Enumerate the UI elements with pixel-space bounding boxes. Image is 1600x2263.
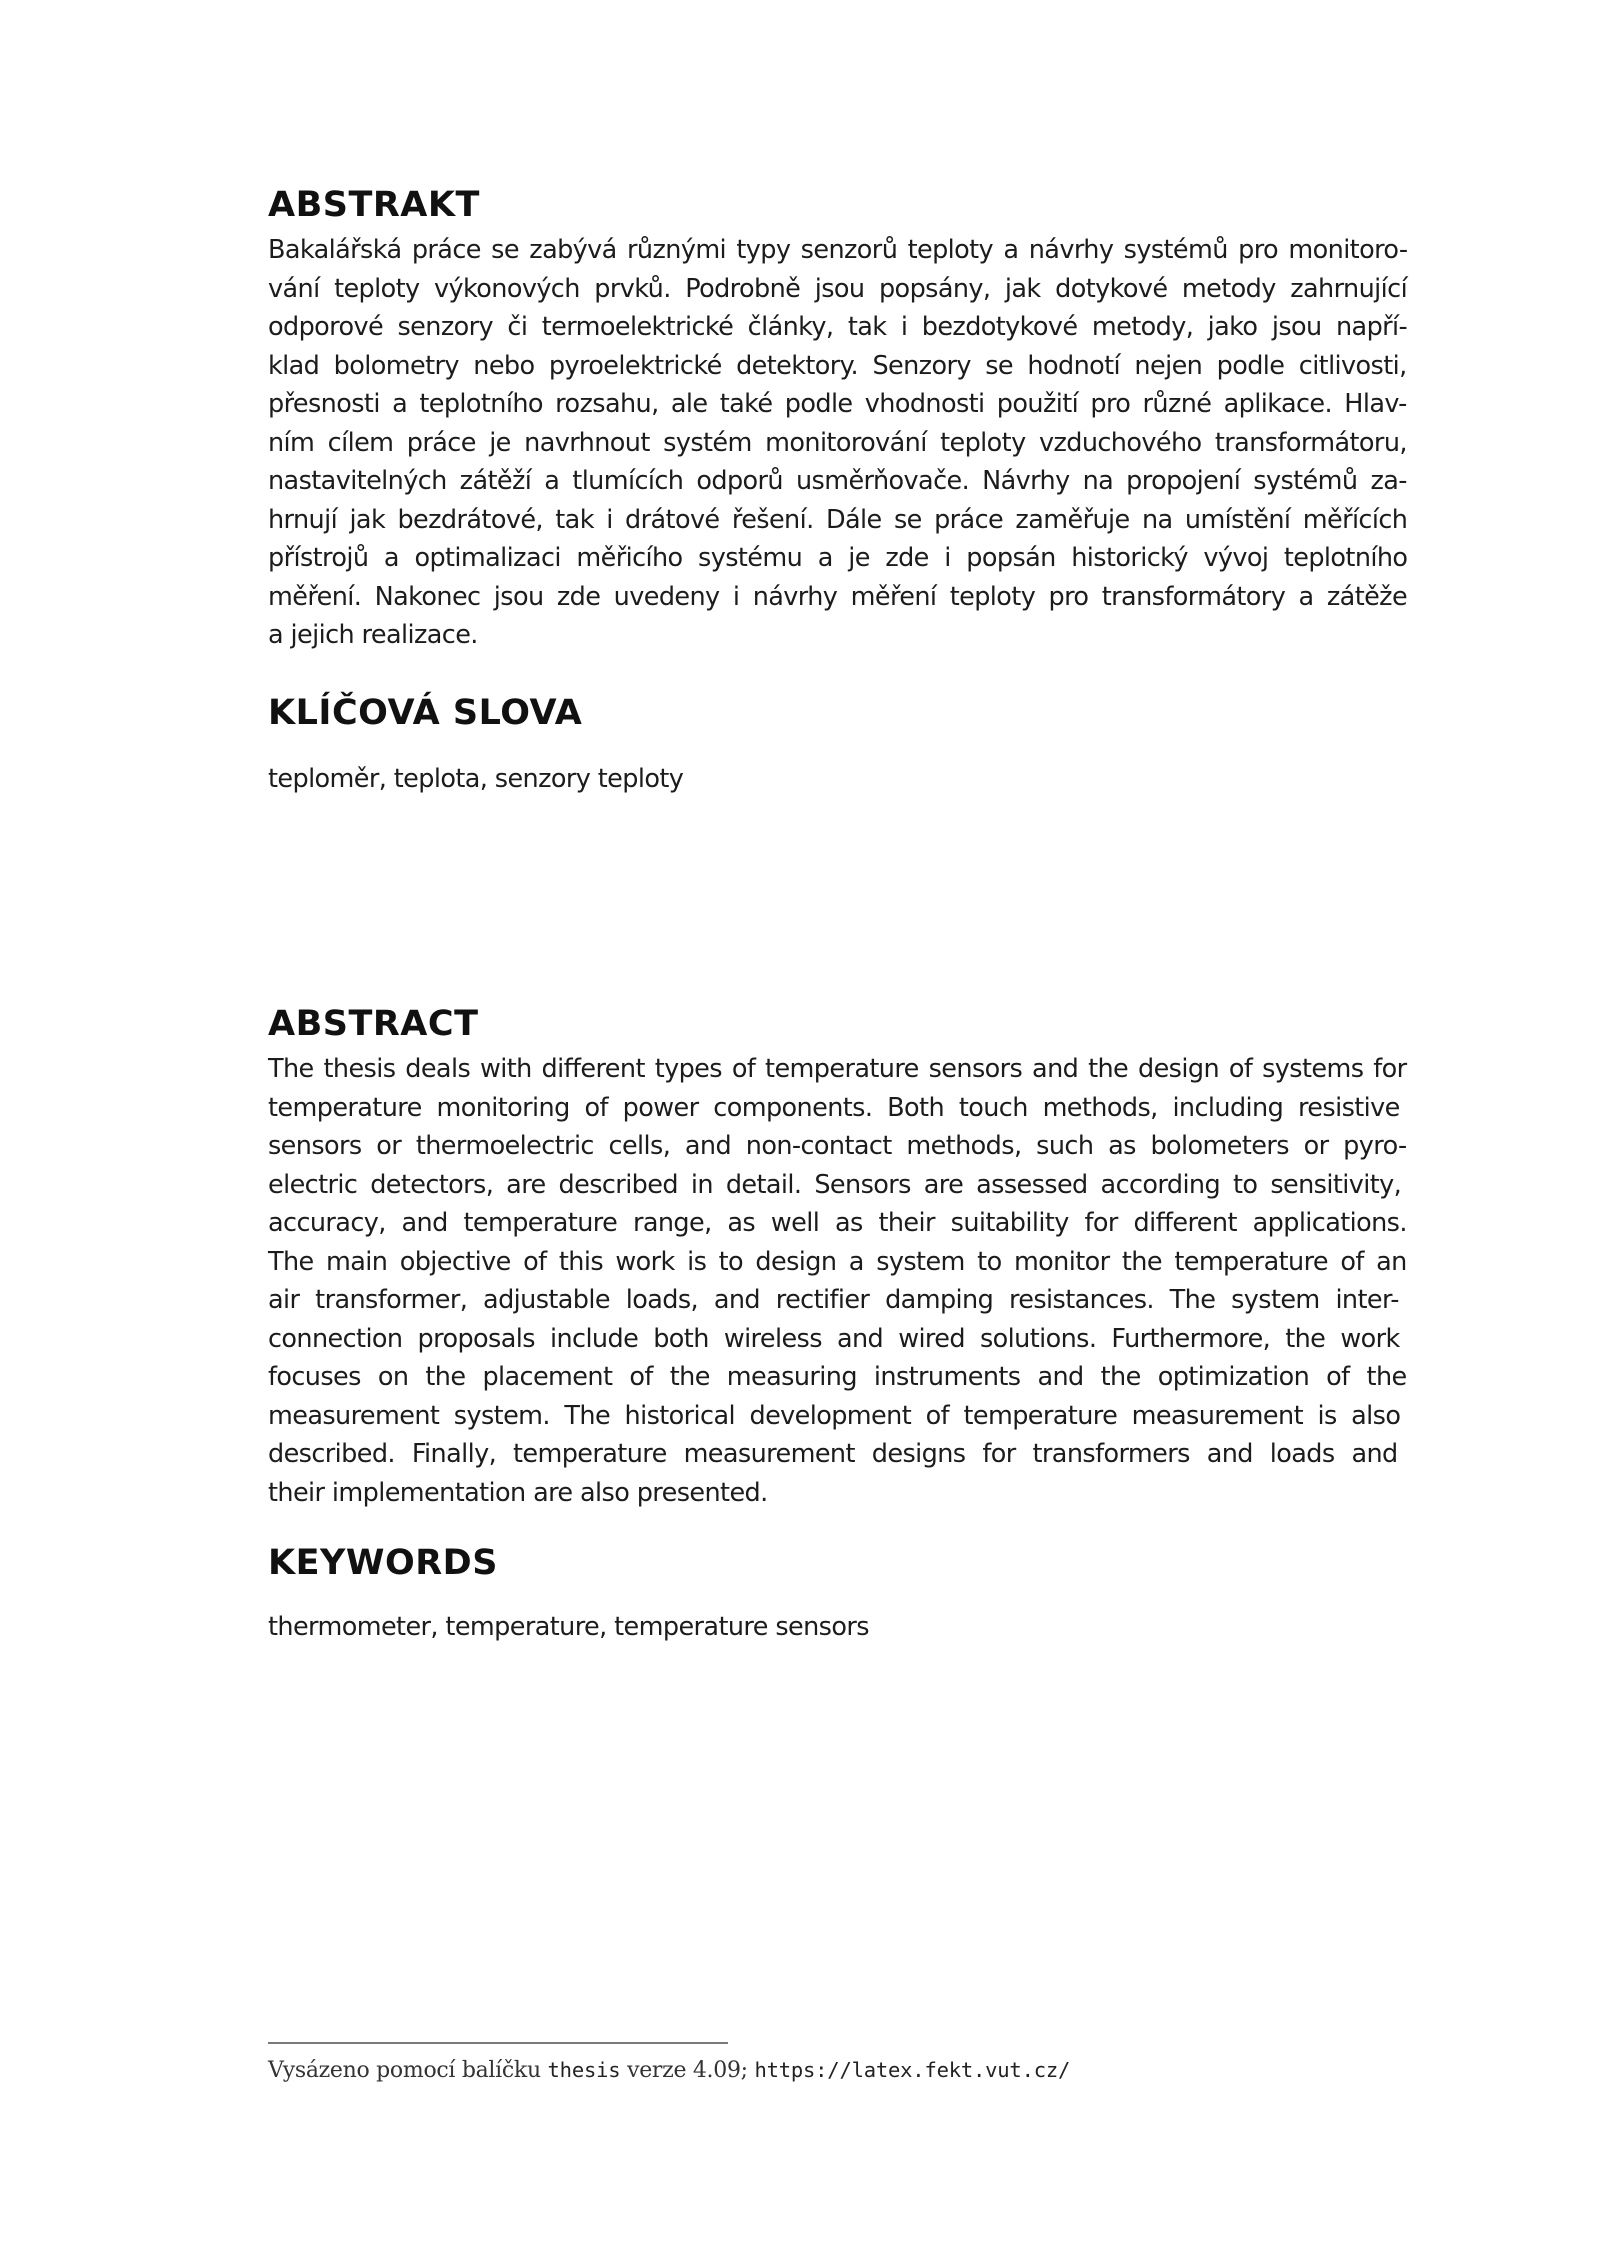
abstract-heading: ABSTRACT <box>268 1004 479 1044</box>
abstrakt-line: ním cílem práce je navrhnout systém monitorování teploty vzduchového transformátoru, <box>268 428 1407 458</box>
abstract-line: The main objective of this work is to design a system to monitor the temperature of an <box>268 1247 1407 1277</box>
abstrakt-line: vání teploty výkonových prvků. Podrobně jsou popsány, jak dotykové metody zahrnující <box>268 274 1408 304</box>
footnote-rule <box>268 2042 728 2044</box>
footnote-url-link[interactable]: https://latex.fekt.vut.cz/ <box>754 2058 1071 2082</box>
klicova-slova-heading: KLÍČOVÁ SLOVA <box>268 693 583 733</box>
abstrakt-heading: ABSTRAKT <box>268 185 480 225</box>
abstrakt-line: přístrojů a optimalizaci měřicího systému a je zde i popsán historický vývoj teplotního <box>268 543 1408 573</box>
abstract-line: connection proposals include both wireless and wired solutions. Furthermore, the work <box>268 1324 1400 1354</box>
abstract-line: air transformer, adjustable loads, and rectifier damping resistances. The system inter- <box>268 1285 1399 1315</box>
abstract-line: accuracy, and temperature range, as well as their suitability for different applications. <box>268 1208 1407 1238</box>
abstrakt-line: hrnují jak bezdrátové, tak i drátové řešení. Dále se práce zaměřuje na umístění měřících <box>268 505 1408 535</box>
footnote <box>268 2056 1070 2085</box>
abstract-line: electric detectors, are described in detail. Sensors are assessed according to sensitivity, <box>268 1170 1402 1200</box>
abstract-line: measurement system. The historical development of temperature measurement is also <box>268 1401 1401 1431</box>
abstract-line: The thesis deals with different types of temperature sensors and the design of systems for <box>268 1054 1407 1084</box>
abstrakt-line: měření. Nakonec jsou zde uvedeny i návrhy měření teploty pro transformátory a zátěže <box>268 582 1408 612</box>
keywords-text: thermometer, temperature, temperature sensors <box>268 1612 869 1642</box>
abstract-line: described. Finally, temperature measurement designs for transformers and loads and <box>268 1439 1398 1469</box>
abstrakt-line: nastavitelných zátěží a tlumících odporů usměrňovače. Návrhy na propojení systémů za- <box>268 466 1407 496</box>
abstrakt-line: klad bolometry nebo pyroelektrické detektory. Senzory se hodnotí nejen podle citlivosti, <box>268 351 1407 381</box>
keywords-heading: KEYWORDS <box>268 1543 498 1583</box>
footnote-prefix: Vysázeno pomocí balíčku <box>268 2058 548 2083</box>
abstract-line: their implementation are also presented. <box>268 1478 768 1508</box>
abstract-line: temperature monitoring of power components. Both touch methods, including resistive <box>268 1093 1400 1123</box>
footnote-version: verze 4.09; <box>620 2058 755 2083</box>
abstrakt-line: přesnosti a teplotního rozsahu, ale také podle vhodnosti použití pro různé aplikace. Hlav- <box>268 389 1407 419</box>
abstract-line: sensors or thermoelectric cells, and non-contact methods, such as bolometers or pyro- <box>268 1131 1407 1161</box>
abstrakt-line: Bakalářská práce se zabývá různými typy senzorů teploty a návrhy systémů pro monitoro- <box>268 235 1408 265</box>
klicova-slova-text: teploměr, teplota, senzory teploty <box>268 764 684 794</box>
abstrakt-line: a jejich realizace. <box>268 620 478 650</box>
abstrakt-line: odporové senzory či termoelektrické články, tak i bezdotykové metody, jako jsou napří- <box>268 312 1408 342</box>
abstract-line: focuses on the placement of the measuring instruments and the optimization of the <box>268 1362 1407 1392</box>
footnote-package-name: thesis <box>547 2058 621 2082</box>
